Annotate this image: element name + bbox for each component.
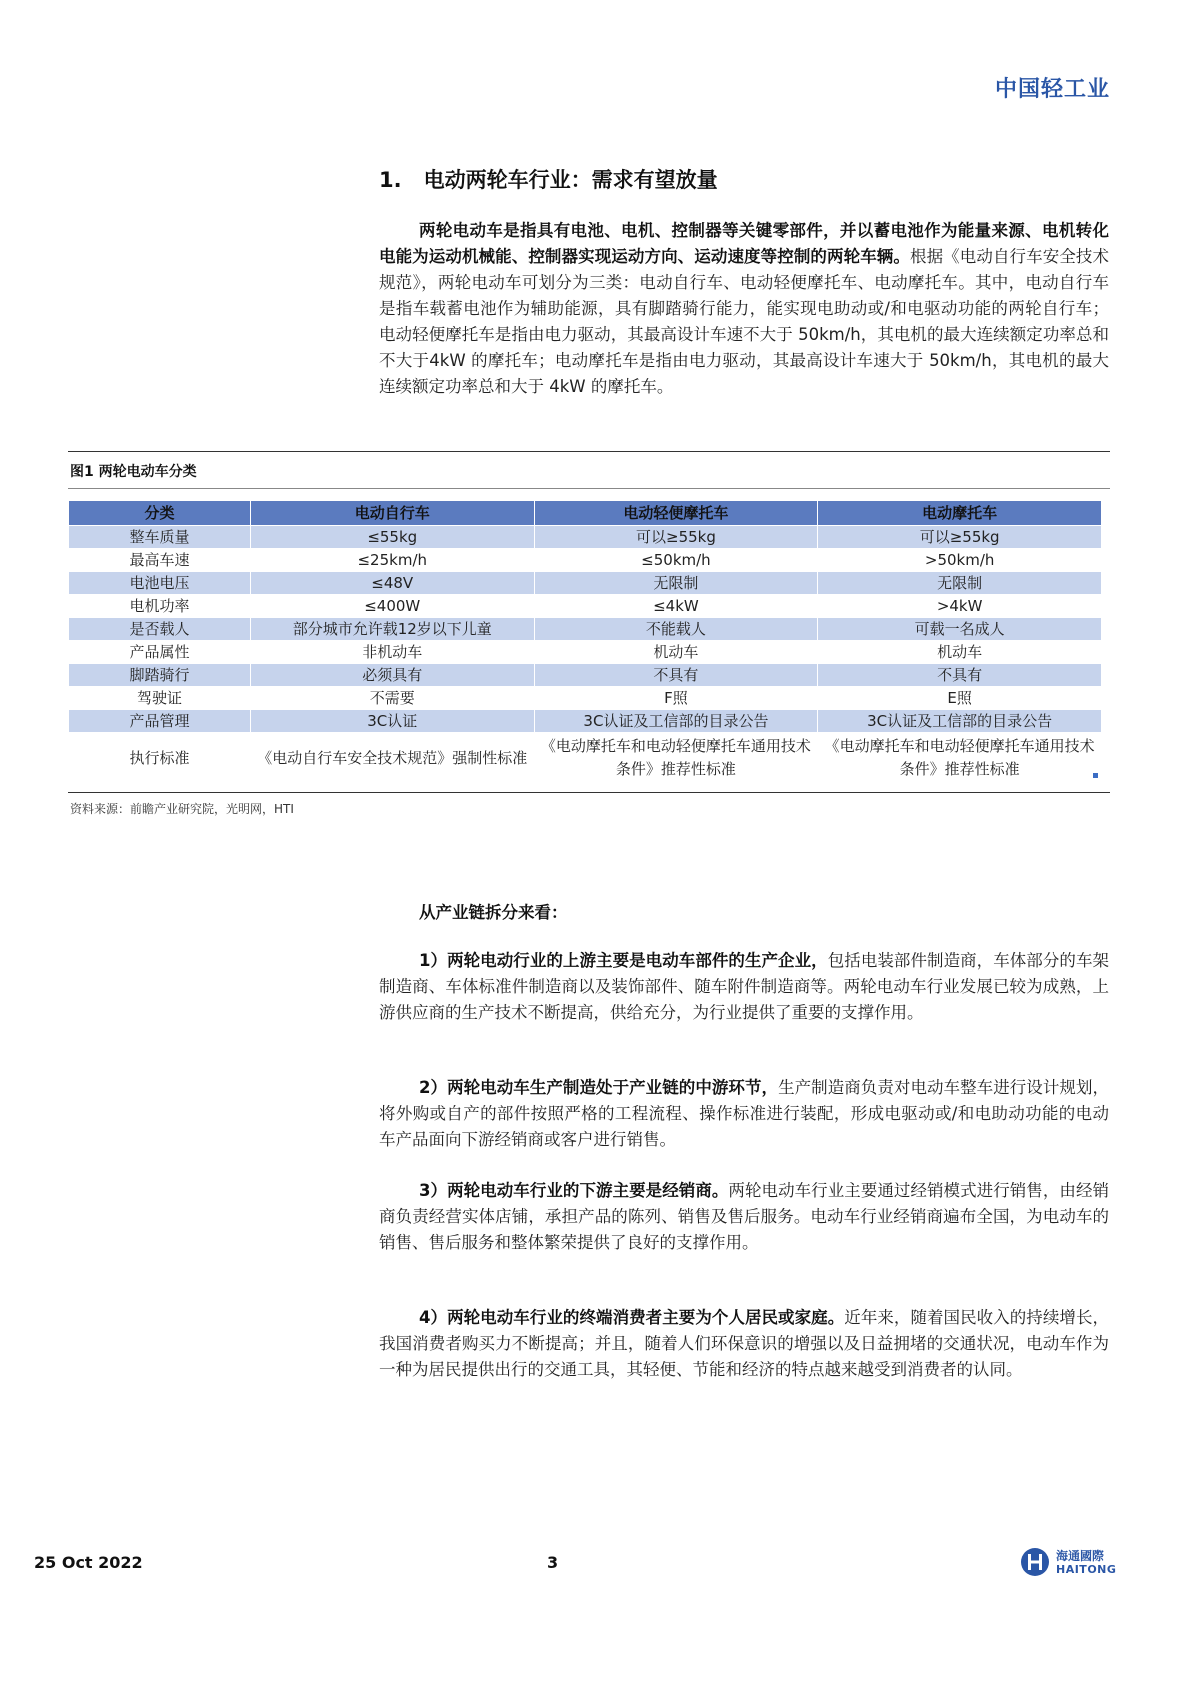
haitong-logo-icon	[1020, 1547, 1050, 1577]
table-cell: 电机功率	[69, 595, 251, 618]
table-cell: >50km/h	[818, 549, 1102, 572]
page-number: 3	[547, 1553, 559, 1572]
chain-bold: 3）两轮电动车行业的下游主要是经销商。	[419, 1181, 729, 1200]
intro-text: 根据《电动自行车安全技术规范》，两轮电动车可划分为三类：电动自行车、电动轻便摩托车、电动摩托车。其中，电动自行车是指车载蓄电池作为辅助能源，具有脚踏骑行能力，能实现电助动或/和电驱动功能的两轮自行车；电动轻便摩托车是指由电力驱动，其最高设计车速不大于 50km/h，其电机的最大连续额定功率总和不大于4kW 的摩托车；电动摩托车是指由电力驱动，其最高设计车速大于 50km/h，其电机的最大连续额定功率总和大于 4kW 的摩托车。	[379, 247, 1110, 396]
intro-paragraph	[379, 218, 1109, 400]
table-row	[69, 549, 1102, 572]
figure-bottom-rule	[68, 792, 1110, 793]
table-cell: 机动车	[818, 641, 1102, 664]
table-cell: ≤400W	[250, 595, 534, 618]
table-cell: 《电动自行车安全技术规范》强制性标准	[250, 733, 534, 784]
table-cell: ≤48V	[250, 572, 534, 595]
chain-paragraph-1	[379, 948, 1109, 1026]
chain-text: 两轮电动车行业主要通过经销模式进行销售，由经销商负责经营实体店铺，承担产品的陈列、销售及售后服务。电动车行业经销商遍布全国，为电动车的销售、售后服务和整体繁荣提供了良好的支撑作用。	[379, 1181, 1110, 1252]
table-cell: 无限制	[818, 572, 1102, 595]
chain-paragraph-3	[379, 1178, 1109, 1256]
table-row	[69, 733, 1102, 784]
table-header-row	[69, 501, 1102, 526]
figure-title-rule	[68, 488, 1110, 489]
table-row	[69, 687, 1102, 710]
table-cell: ≤25km/h	[250, 549, 534, 572]
chain-text: 生产制造商负责对电动车整车进行设计规划，将外购或自产的部件按照严格的工程流程、操作标准进行装配，形成电驱动或/和电助动功能的电动车产品面向下游经销商或客户进行销售。	[379, 1078, 1109, 1149]
chain-paragraph-2	[379, 1075, 1109, 1153]
figure-top-rule	[68, 451, 1110, 452]
table-cell: F照	[534, 687, 818, 710]
table-row	[69, 641, 1102, 664]
section-number: 1.	[379, 168, 402, 192]
chain-bold: 2）两轮电动车生产制造处于产业链的中游环节，	[419, 1078, 779, 1097]
chain-text: 近年来，随着国民收入的持续增长，我国消费者购买力不断提高；并且，随着人们环保意识的增强以及日益拥堵的交通状况，电动车作为一种为居民提供出行的交通工具，其轻便、节能和经济的特点越来越受到消费者的认同。	[379, 1308, 1110, 1379]
table-cell: 《电动摩托车和电动轻便摩托车通用技术条件》推荐性标准	[818, 733, 1102, 784]
table-cell: 不具有	[818, 664, 1102, 687]
table-cell: 可以≥55kg	[818, 526, 1102, 549]
table-cell: ≤4kW	[534, 595, 818, 618]
figure-title: 图1 两轮电动车分类	[70, 464, 197, 480]
table-header-cell: 电动轻便摩托车	[534, 501, 818, 526]
table-cell: 产品属性	[69, 641, 251, 664]
footer-date: 25 Oct 2022	[34, 1553, 143, 1572]
logo-text-cn: 海通國際	[1056, 1549, 1105, 1563]
table-cell: 机动车	[534, 641, 818, 664]
header-brand: 中国轻工业	[994, 77, 1110, 102]
corner-marker	[1093, 773, 1098, 778]
table-cell: >4kW	[818, 595, 1102, 618]
table-cell: 产品管理	[69, 710, 251, 733]
table-cell: 电池电压	[69, 572, 251, 595]
table-cell: 驾驶证	[69, 687, 251, 710]
chain-paragraph-4	[379, 1305, 1109, 1383]
chain-text: 包括电装部件制造商，车体部分的车架制造商、车体标准件制造商以及装饰部件、随车附件制造商等。两轮电动车行业发展已较为成熟，上游供应商的生产技术不断提高，供给充分，为行业提供了重要的支撑作用。	[379, 951, 1110, 1022]
table-cell: 必须具有	[250, 664, 534, 687]
table-cell: ≤50km/h	[534, 549, 818, 572]
table-cell: E照	[818, 687, 1102, 710]
table-cell: 最高车速	[69, 549, 251, 572]
logo-text-en: HAITONG	[1056, 1563, 1117, 1576]
table-cell: 是否载人	[69, 618, 251, 641]
table-cell: 不能载人	[534, 618, 818, 641]
figure-source: 资料来源：前瞻产业研究院，光明网，HTI	[70, 802, 294, 816]
table-cell: 可以≥55kg	[534, 526, 818, 549]
chain-bold: 1）两轮电动行业的上游主要是电动车部件的生产企业，	[419, 951, 828, 970]
table-cell: 可载一名成人	[818, 618, 1102, 641]
table-cell: 不需要	[250, 687, 534, 710]
table-cell: 整车质量	[69, 526, 251, 549]
table-header-cell: 电动摩托车	[818, 501, 1102, 526]
table-cell: 脚踏骑行	[69, 664, 251, 687]
table-cell: ≤55kg	[250, 526, 534, 549]
table-cell: 不具有	[534, 664, 818, 687]
table-row	[69, 710, 1102, 733]
table-row	[69, 572, 1102, 595]
table-header-cell: 电动自行车	[250, 501, 534, 526]
classification-table	[68, 500, 1102, 784]
table-row	[69, 595, 1102, 618]
haitong-logo	[1020, 1547, 1120, 1581]
section-title-text: 电动两轮车行业：需求有望放量	[423, 168, 718, 192]
table-cell: 非机动车	[250, 641, 534, 664]
table-cell: 3C认证	[250, 710, 534, 733]
chain-bold: 4）两轮电动车行业的终端消费者主要为个人居民或家庭。	[419, 1308, 845, 1327]
section-title	[379, 164, 718, 194]
table-header-cell: 分类	[69, 501, 251, 526]
table-cell: 3C认证及工信部的目录公告	[534, 710, 818, 733]
table-cell: 部分城市允许载12岁以下儿童	[250, 618, 534, 641]
chain-intro: 从产业链拆分来看：	[419, 903, 568, 922]
table-row	[69, 618, 1102, 641]
table-cell: 3C认证及工信部的目录公告	[818, 710, 1102, 733]
intro-bold: 两轮电动车是指具有电池、电机、控制器等关键零部件，并以蓄电池作为能量来源、电机转化电能为运动机械能、控制器实现运动方向、运动速度等控制的两轮车辆。	[379, 221, 1109, 266]
table-cell: 执行标准	[69, 733, 251, 784]
table-cell: 无限制	[534, 572, 818, 595]
table-row	[69, 526, 1102, 549]
table-row	[69, 664, 1102, 687]
table-cell: 《电动摩托车和电动轻便摩托车通用技术条件》推荐性标准	[534, 733, 818, 784]
